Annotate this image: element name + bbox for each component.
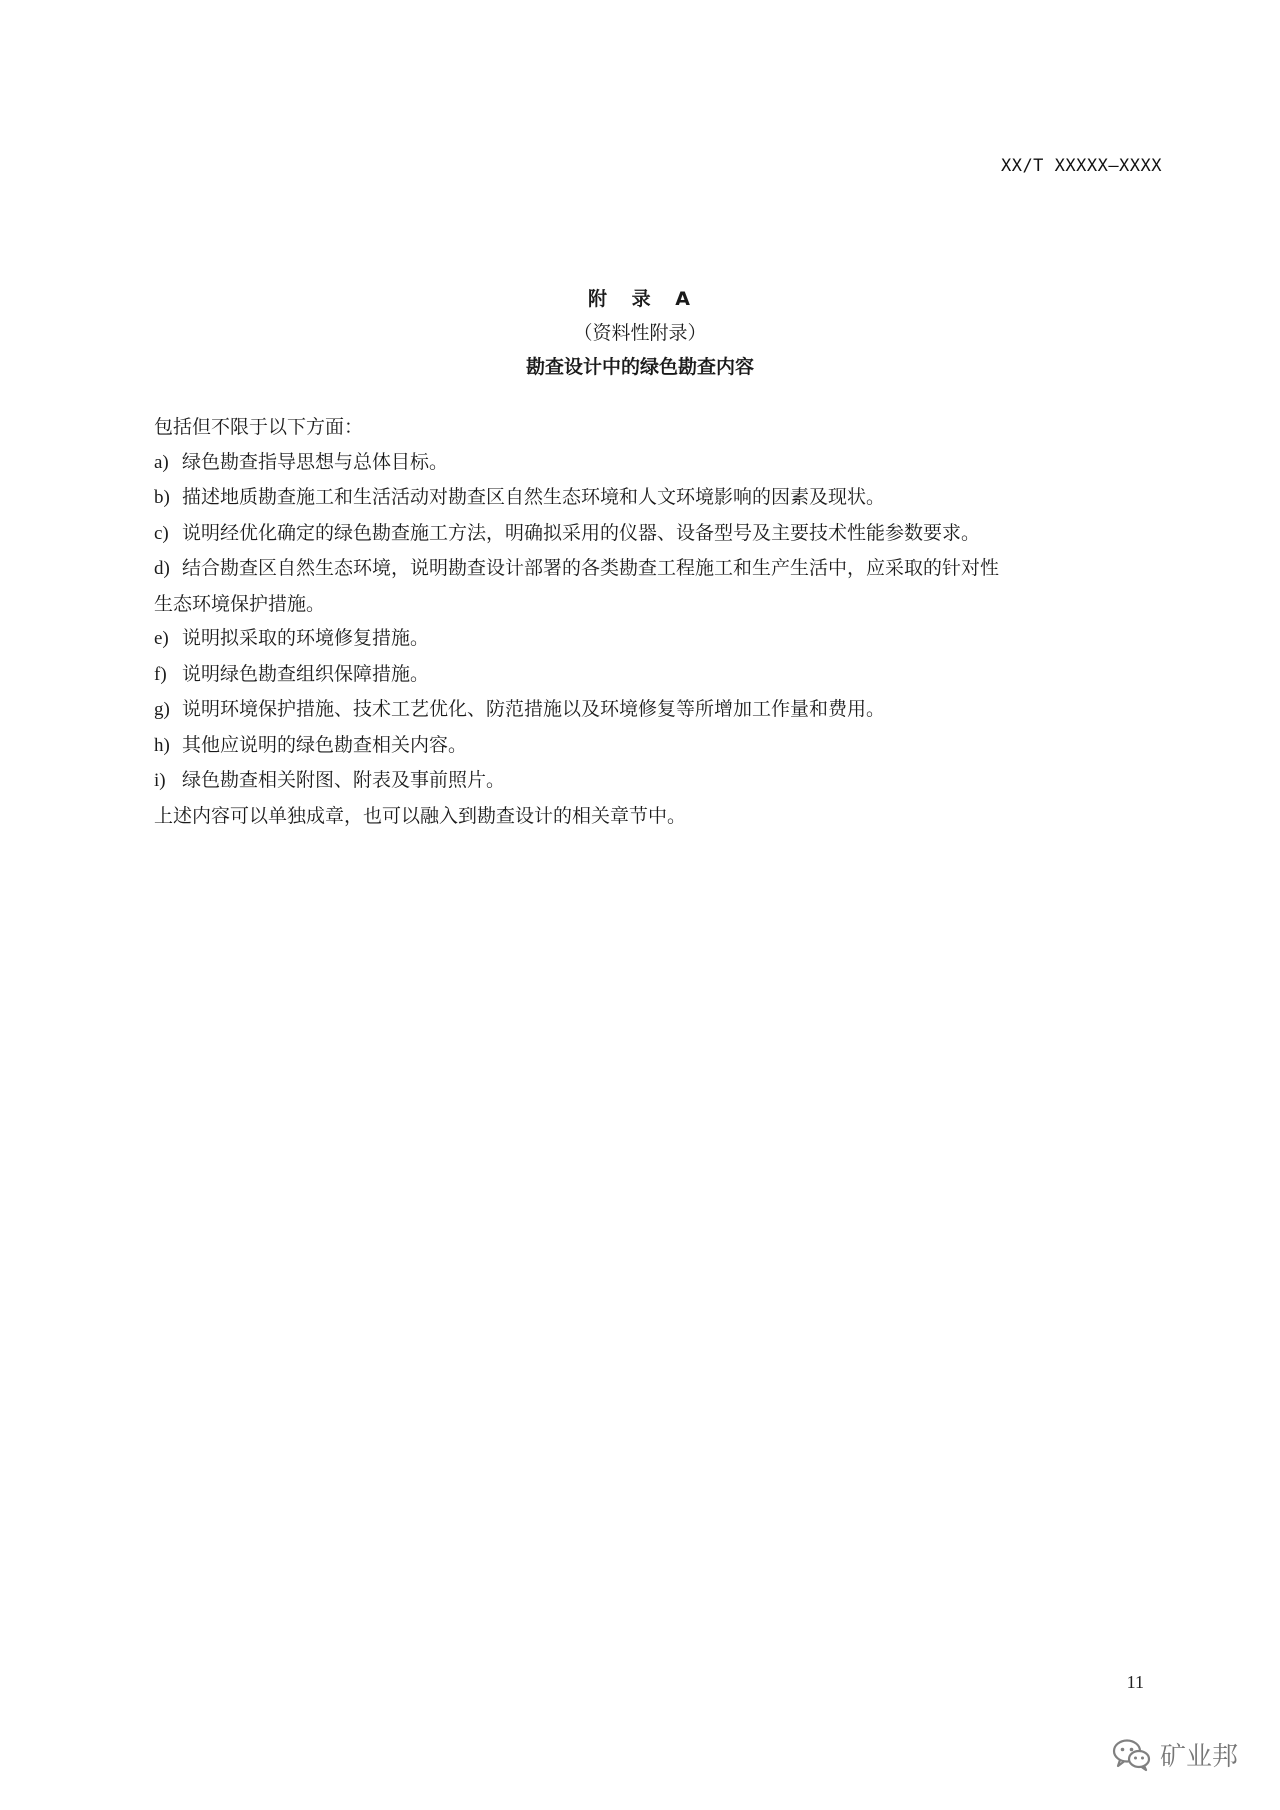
list-item-text: 绿色勘查指导思想与总体目标。 [182, 450, 449, 473]
list-marker: f) [154, 663, 167, 685]
list-marker: i) [154, 770, 166, 791]
list-item-text: 描述地质勘查施工和生活活动对勘查区自然生态环境和人文环境影响的因素及现状。 [182, 486, 886, 508]
list-item-b [154, 480, 1164, 516]
body-text [154, 410, 1164, 833]
list-item-e [154, 621, 1164, 657]
list-item-text: 说明经优化确定的绿色勘查施工方法，明确拟采用的仪器、设备型号及主要技术性能参数要求。 [182, 521, 981, 544]
list-item-f [154, 657, 1164, 693]
list-item-text: 结合勘查区自然生态环境，说明勘查设计部署的各类勘查工程施工和生产生活中，应采取的针对性 [182, 557, 1000, 579]
list-item-text: 说明拟采取的环境修复措施。 [182, 627, 430, 649]
wechat-icon [1112, 1738, 1152, 1772]
list-item-a [154, 445, 1164, 481]
list-item-text: 绿色勘查相关附图、附表及事前照片。 [182, 769, 506, 791]
list-item-g [154, 692, 1164, 728]
list-marker: c) [154, 522, 169, 544]
intro-paragraph: 包括但不限于以下方面： [154, 416, 364, 438]
standard-code: XX/T XXXXX—XXXX [1000, 156, 1162, 176]
appendix-kind: （资料性附录） [573, 322, 707, 344]
watermark [1112, 1736, 1238, 1773]
watermark-text: 矿业邦 [1159, 1742, 1238, 1772]
appendix-name: 勘查设计中的绿色勘查内容 [525, 356, 754, 378]
list-item-text: 说明绿色勘查组织保障措施。 [182, 662, 430, 685]
list-marker: h) [154, 734, 170, 756]
list-item-h [154, 728, 1164, 764]
appendix-title: 附 录 A [588, 288, 692, 310]
list-item-d [154, 551, 1164, 587]
list-marker: g) [154, 699, 170, 720]
list-marker: d) [154, 558, 170, 579]
appendix-heading [0, 282, 1280, 384]
list-item-text: 其他应说明的绿色勘查相关内容。 [182, 733, 468, 756]
list-marker: a) [154, 451, 169, 473]
list-item-c [154, 516, 1164, 552]
closing-paragraph: 上述内容可以单独成章，也可以融入到勘查设计的相关章节中。 [154, 804, 687, 827]
list-marker: b) [154, 487, 170, 508]
list-item-d-continuation: 生态环境保护措施。 [154, 592, 326, 615]
page-number: 11 [1126, 1672, 1144, 1692]
list-item-text: 说明环境保护措施、技术工艺优化、防范措施以及环境修复等所增加工作量和费用。 [182, 698, 886, 720]
list-item-i [154, 763, 1164, 799]
list-marker: e) [154, 628, 169, 649]
